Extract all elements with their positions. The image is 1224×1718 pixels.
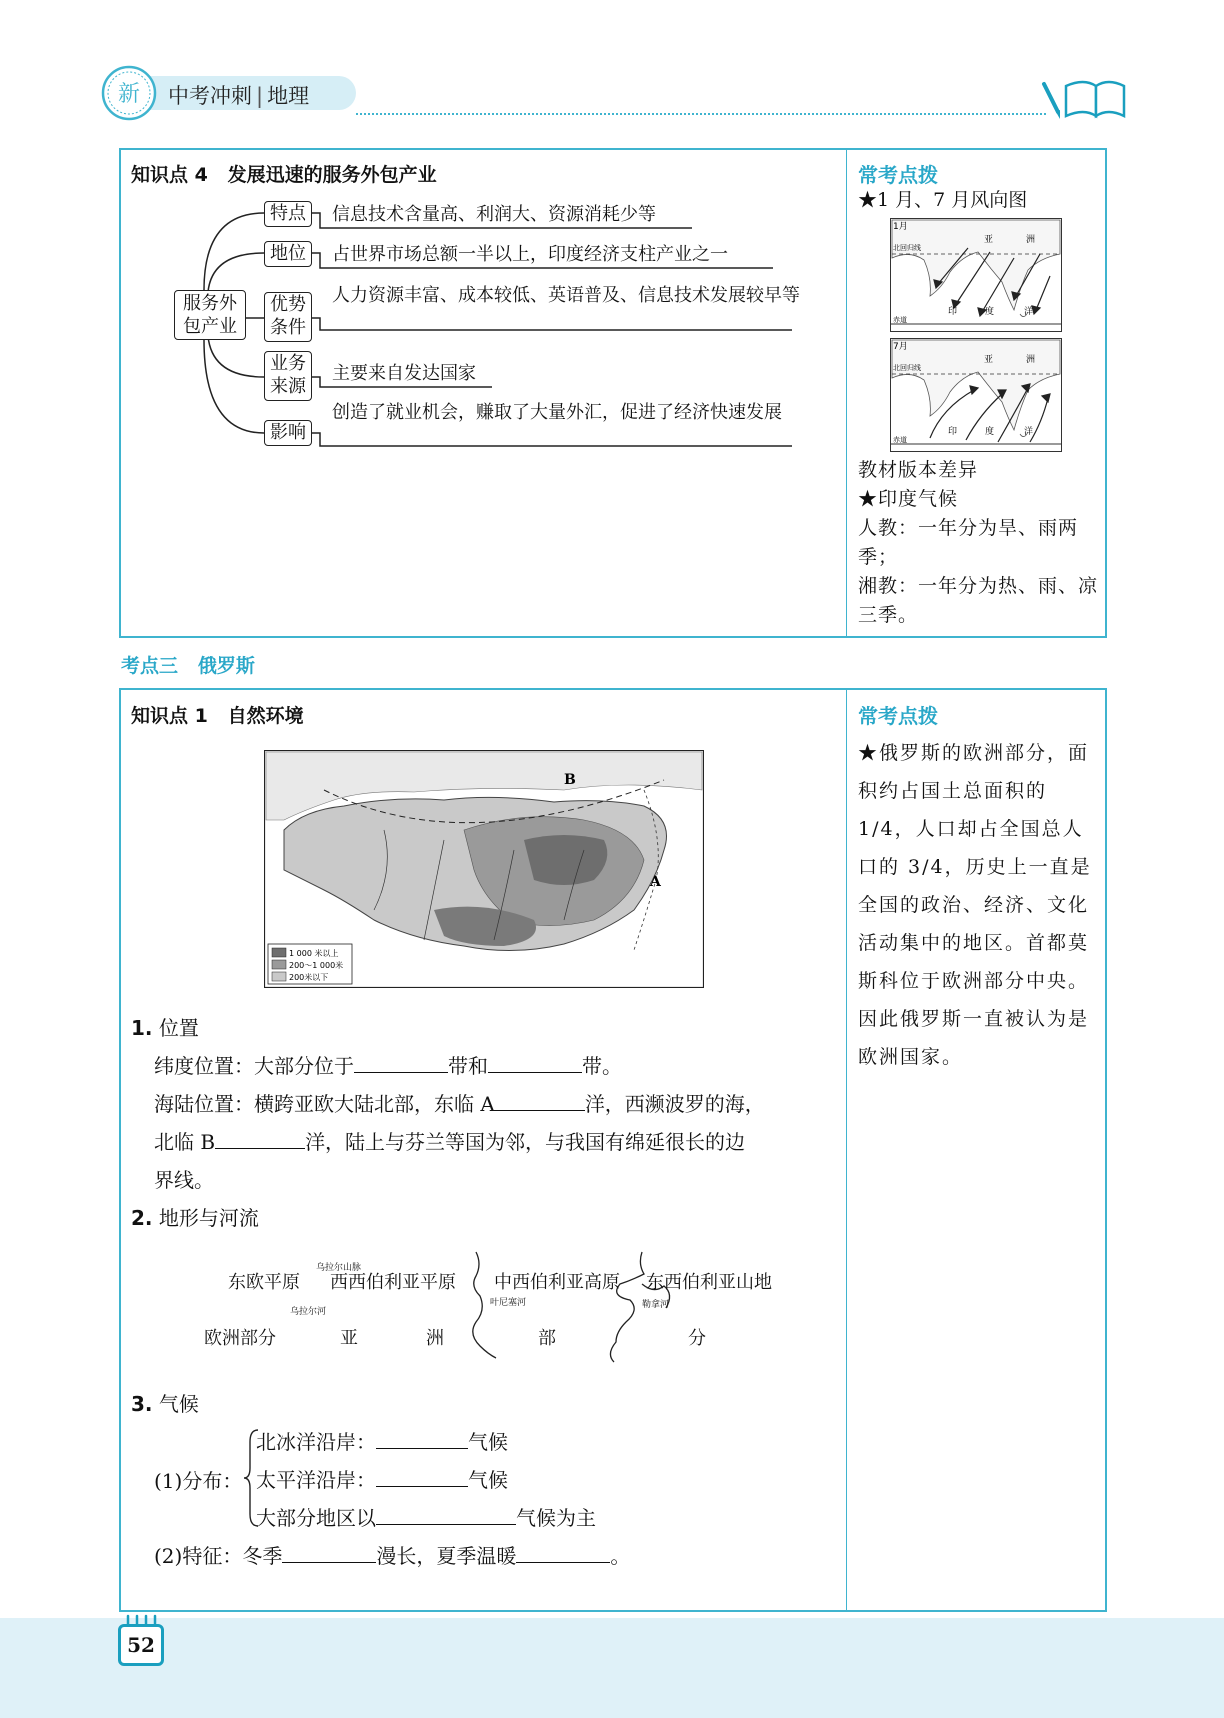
- jan-map-equator: 赤道: [893, 316, 907, 324]
- sea-land-line-3: 界线。: [154, 1168, 214, 1192]
- pacific-coast-text: 太平洋沿岸：: [256, 1468, 376, 1492]
- european-part-label: 欧洲部分: [204, 1328, 276, 1349]
- ocean-a-blank[interactable]: [495, 1092, 585, 1111]
- header-dotted-line: [356, 113, 1046, 115]
- branch-text-features: 信息技术含量高、利润大、资源消耗少等: [332, 204, 656, 225]
- sea-land-text-c: 北临 B: [154, 1130, 216, 1154]
- branch-label-advantages: 优势条件: [264, 292, 312, 342]
- renjiao-note: 人教：一年分为旱、雨两季；: [858, 517, 1079, 568]
- branch-text-impact: 创造了就业机会，赚取了大量外汇，促进了经济快速发展: [332, 402, 782, 423]
- jul-map-ocean-3: 洋: [1024, 427, 1034, 437]
- lena-river-label: 勒拿河: [642, 1300, 670, 1310]
- terrain-heading-num: 2.: [131, 1206, 153, 1230]
- asian-part-char-4: 分: [688, 1328, 706, 1349]
- jan-map-asia-1: 亚: [984, 235, 994, 245]
- arctic-coast-line: [256, 1426, 508, 1455]
- position-heading-text: 位置: [158, 1016, 199, 1040]
- box2-divider: [846, 688, 847, 1612]
- header-title: 中考冲刺: [168, 84, 252, 108]
- sea-land-line-1: [154, 1088, 765, 1117]
- jan-map-ocean-2: 度: [985, 307, 995, 317]
- branch-label-source: 业务来源: [264, 351, 312, 401]
- russia-european-part-note: ★俄罗斯的欧洲部分，面积约占国土总面积的 1/4，人口却占全国总人口的 3/4，历史上一直是全国的政治、经济、文化活动集中的地区。首都莫斯科位于欧洲部分中央。因此俄罗斯一直被认为是欧洲国家。: [858, 742, 1092, 1068]
- box2-tip-title: 常考点拨: [858, 704, 938, 728]
- russia-relief-map: [264, 750, 704, 988]
- pacific-coast-suffix: 气候: [468, 1468, 508, 1492]
- features-text-a: (2)特征：冬季: [154, 1544, 283, 1568]
- main-climate-line: [256, 1502, 596, 1531]
- asian-part-char-1: 亚: [340, 1328, 358, 1349]
- map-label-a: A: [650, 874, 661, 890]
- latitude-blank-1[interactable]: [354, 1054, 448, 1073]
- central-siberian-plateau: 中西伯利亚高原: [494, 1272, 620, 1293]
- book-pen-icon: [1036, 72, 1128, 122]
- terrain-heading-text: 地形与河流: [158, 1206, 259, 1230]
- features-text-b: 漫长，夏季温暖: [376, 1544, 517, 1568]
- box1-divider: [846, 148, 847, 638]
- branch-label-status: 地位: [264, 241, 312, 267]
- pacific-climate-blank[interactable]: [376, 1468, 468, 1487]
- features-text-c: 。: [610, 1544, 631, 1568]
- legend-low: 200米以下: [289, 973, 329, 982]
- jan-map-tropic: 北回归线: [893, 244, 921, 252]
- distribution-label: (1)分布：: [154, 1469, 243, 1493]
- jul-map-tropic: 北回归线: [893, 364, 921, 372]
- branch-text-advantages: 人力资源丰富、成本较低、英语普及、信息技术发展较早等: [332, 285, 800, 306]
- textbook-diff-title: 教材版本差异: [858, 459, 979, 481]
- climate-features-line: [154, 1540, 630, 1569]
- header-subject: 地理: [267, 84, 310, 108]
- arctic-coast-text: 北冰洋沿岸：: [256, 1430, 376, 1454]
- ocean-b-blank[interactable]: [215, 1130, 305, 1149]
- climate-heading-text: 气候: [158, 1392, 199, 1416]
- jan-map-ocean-3: 洋: [1024, 307, 1034, 317]
- latitude-line: [154, 1050, 622, 1079]
- arctic-coast-suffix: 气候: [468, 1430, 508, 1454]
- box1-tip-title: 常考点拨: [858, 163, 938, 187]
- east-european-plain: 东欧平原: [228, 1272, 300, 1293]
- mindmap-center-node: 服务外包产业: [174, 290, 246, 340]
- page-number: 52: [118, 1624, 164, 1666]
- jan-map-month: 1月: [893, 222, 908, 232]
- page-header: [168, 80, 309, 110]
- legend-swatch-low: [272, 972, 286, 981]
- position-heading-num: 1.: [131, 1016, 153, 1040]
- logo-icon: [100, 64, 158, 122]
- jan-map-ocean-1: 印: [948, 307, 958, 317]
- main-climate-blank[interactable]: [376, 1506, 516, 1525]
- jan-map-asia-2: 洲: [1026, 235, 1036, 245]
- arctic-climate-blank[interactable]: [376, 1430, 468, 1449]
- asian-part-char-2: 洲: [426, 1328, 444, 1349]
- branch-text-status: 占世界市场总额一半以上，印度经济支柱产业之一: [332, 244, 728, 265]
- summer-feature-blank[interactable]: [516, 1544, 610, 1563]
- ural-mountains-label: 乌拉尔山脉: [316, 1263, 362, 1273]
- branch-text-source: 主要来自发达国家: [332, 363, 476, 384]
- map-label-b: B: [564, 772, 576, 788]
- legend-mid: 200～1 000米: [289, 961, 344, 970]
- section-3-title: 考点三 俄罗斯: [121, 655, 255, 677]
- kp1-title: 知识点 1 自然环境: [131, 705, 304, 727]
- terrain-heading: [131, 1202, 259, 1231]
- legend-swatch-high: [272, 948, 286, 957]
- box1-side-notes: [858, 456, 1102, 630]
- branch-label-features: 特点: [264, 201, 312, 227]
- footer-band: [0, 1618, 1224, 1718]
- latitude-text-b: 带和: [448, 1054, 488, 1078]
- latitude-text-a: 纬度位置：大部分位于: [154, 1054, 354, 1078]
- kp4-title: 知识点 4 发展迅速的服务外包产业: [131, 164, 437, 186]
- winter-feature-blank[interactable]: [282, 1544, 376, 1563]
- latitude-blank-2[interactable]: [488, 1054, 582, 1073]
- sea-land-text-a: 海陆位置：横跨亚欧大陆北部，东临 A: [154, 1092, 495, 1116]
- legend-swatch-mid: [272, 960, 286, 969]
- ural-river-label: 乌拉尔河: [290, 1307, 327, 1317]
- pacific-coast-line: [256, 1464, 508, 1493]
- jul-map-ocean-1: 印: [948, 427, 958, 437]
- west-siberian-plain: 西西伯利亚平原: [330, 1272, 456, 1293]
- january-wind-map: [890, 218, 1062, 332]
- jul-map-asia-2: 洲: [1026, 355, 1036, 365]
- jul-map-ocean-2: 度: [985, 427, 995, 437]
- sea-land-text-d: 洋，陆上与芬兰等国为邻，与我国有绵延很长的边: [305, 1130, 746, 1154]
- logo-label: 新: [117, 82, 141, 107]
- jul-map-equator: 赤道: [893, 436, 907, 444]
- legend-high: 1 000 米以上: [289, 949, 339, 958]
- mindmap-lines: [0, 0, 1, 1]
- climate-heading: [131, 1388, 199, 1417]
- xiangjiao-note: 湘教：一年分为热、雨、凉三季。: [858, 575, 1099, 626]
- wind-map-title: ★1 月、7 月风向图: [858, 189, 1028, 211]
- main-climate-suffix: 气候为主: [516, 1506, 596, 1530]
- jul-map-asia-1: 亚: [984, 355, 994, 365]
- header-separator: |: [256, 84, 264, 108]
- asian-part-char-3: 部: [538, 1328, 556, 1349]
- india-climate-title: ★印度气候: [858, 488, 959, 510]
- sea-land-line-2: [154, 1126, 745, 1155]
- latitude-text-c: 带。: [582, 1054, 622, 1078]
- yenisei-river-label: 叶尼塞河: [490, 1298, 527, 1308]
- sea-land-text-b: 洋，西濒波罗的海，: [584, 1092, 765, 1116]
- position-heading: [131, 1012, 199, 1041]
- east-siberian-mountains: 东西伯利亚山地: [646, 1272, 772, 1293]
- july-wind-map: [890, 338, 1062, 452]
- main-climate-text: 大部分地区以: [256, 1506, 376, 1530]
- climate-heading-num: 3.: [131, 1392, 153, 1416]
- jul-map-month: 7月: [893, 342, 908, 352]
- branch-label-impact: 影响: [264, 420, 312, 446]
